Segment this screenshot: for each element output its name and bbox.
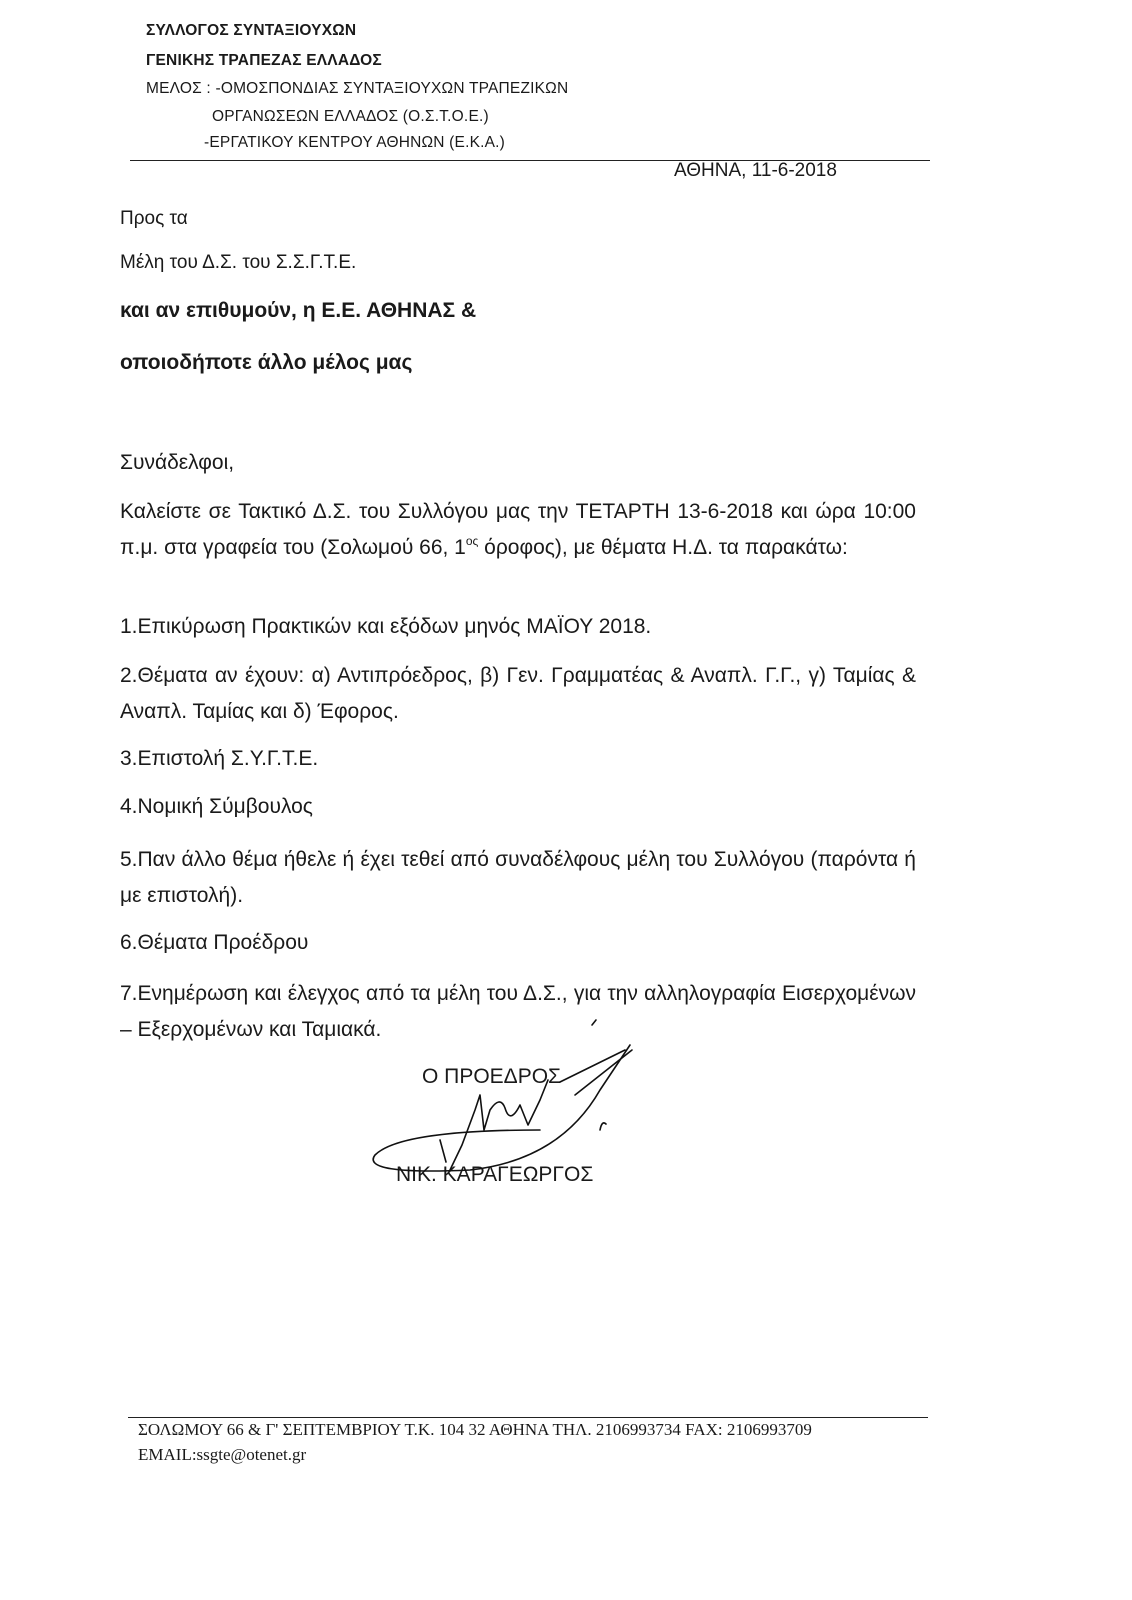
agenda-item-7: 7.Ενημέρωση και έλεγχος από τα μέλη του Δ.Σ., για την αλληλογραφία Εισερχομένων – Εξερχομένων και Ταμιακά. — [120, 982, 916, 1041]
letterhead-member-line1: -ΟΜΟΣΠΟΝΔΙΑΣ ΣΥΝΤΑΞΙΟΥΧΩΝ ΤΡΑΠΕΖΙΚΩΝ — [215, 80, 569, 97]
salutation: Συνάδελφοι, — [120, 451, 235, 474]
document-date: ΑΘΗΝΑ, 11-6-2018 — [674, 160, 837, 181]
signature-name: ΝΙΚ. ΚΑΡΑΓΕΩΡΓΟΣ — [396, 1163, 594, 1186]
intro-text-part1: Καλείστε σε Τακτικό Δ.Σ. του Συλλόγου μας την ΤΕΤΑΡΤΗ 13-6-2018 και ώρα 10:00 π.μ. στα γραφεία του (Σολωμού 66, 1 — [120, 500, 916, 559]
intro-text-part2: όροφος), με θέματα Η.Δ. τα παρακάτω: — [478, 536, 848, 559]
agenda-item-3: 3.Επιστολή Σ.Υ.Γ.Τ.Ε. — [120, 747, 319, 770]
letterhead-member-line2: ΟΡΓΑΝΩΣΕΩΝ ΕΛΛΑΔΟΣ (Ο.Σ.Τ.Ο.Ε.) — [212, 108, 489, 125]
letterhead-member-prefix: ΜΕΛΟΣ : — [146, 80, 211, 97]
agenda-item-2: 2.Θέματα αν έχουν: α) Αντιπρόεδρος, β) Γεν. Γραμματέας & Αναπλ. Γ.Γ., γ) Ταμίας & Αναπλ. Ταμίας και δ) Έφορος. — [120, 664, 916, 723]
agenda-item-4: 4.Νομική Σύμβουλος — [120, 795, 313, 818]
letterhead-org-line1: ΣΥΛΛΟΓΟΣ ΣΥΝΤΑΞΙΟΥΧΩΝ — [146, 22, 357, 39]
signature-title: Ο ΠΡΟΕΔΡΟΣ — [422, 1065, 562, 1088]
agenda-item-1: 1.Επικύρωση Πρακτικών και εξόδων μηνός ΜΑΪΟΥ 2018. — [120, 615, 652, 638]
intro-ordinal-sup: ος — [465, 534, 479, 548]
letterhead-org-line2: ΓΕΝΙΚΗΣ ΤΡΑΠΕΖΑΣ ΕΛΛΑΔΟΣ — [146, 52, 382, 69]
recipients-line2: και αν επιθυμούν, η Ε.Ε. ΑΘΗΝΑΣ & — [120, 299, 477, 322]
recipients-to: Προς τα — [120, 208, 188, 229]
footer-address: ΣΟΛΩΜΟΥ 66 & Γ' ΣΕΠΤΕΜΒΡΙΟΥ Τ.Κ. 104 32 ΑΘΗΝΑ ΤΗΛ. 2106993734 FAX: 2106993709 — [138, 1420, 812, 1439]
agenda-item-6: 6.Θέματα Προέδρου — [120, 931, 309, 954]
footer-email: EMAIL:ssgte@otenet.gr — [138, 1445, 307, 1464]
recipients-line3: οποιοδήποτε άλλο μέλος μας — [120, 351, 413, 374]
footer-divider — [128, 1417, 928, 1418]
letterhead-member-line3: -ΕΡΓΑΤΙΚΟΥ ΚΕΝΤΡΟΥ ΑΘΗΝΩΝ (Ε.Κ.Α.) — [204, 134, 506, 151]
recipients-line1: Μέλη του Δ.Σ. του Σ.Σ.Γ.Τ.Ε. — [120, 252, 357, 273]
agenda-item-5: 5.Παν άλλο θέμα ήθελε ή έχει τεθεί από συναδέλφους μέλη του Συλλόγου (παρόντα ή με επιστολή). — [120, 848, 916, 907]
